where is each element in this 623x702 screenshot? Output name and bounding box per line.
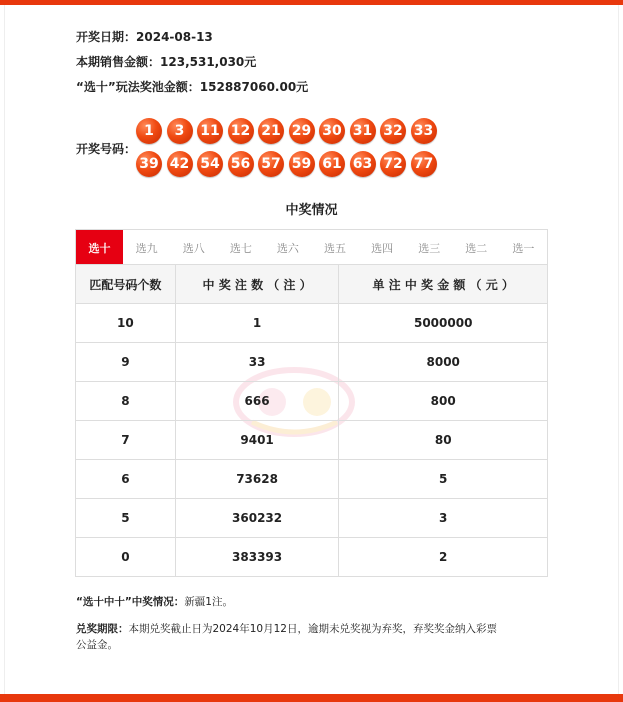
cell-winner-count: 9401 (175, 421, 339, 460)
number-ball: 77 (411, 151, 437, 177)
number-ball: 33 (411, 118, 437, 144)
cell-match-count: 0 (76, 538, 176, 577)
tab-play-type[interactable]: 选四 (371, 241, 394, 255)
tab-play-type[interactable]: 选一 (512, 241, 535, 255)
tab-play-type[interactable]: 选十 (76, 230, 123, 265)
ball-row-1 (136, 118, 441, 144)
header-winner-count: 中 奖 注 数 （ 注 ） (175, 265, 339, 304)
table-row (76, 499, 548, 538)
sales-value: 123,531,030元 (160, 55, 257, 69)
tab-play-type[interactable]: 选三 (418, 241, 441, 255)
pool-label: “选十”玩法奖池金额： (76, 80, 200, 94)
table-header-row (76, 265, 548, 304)
tab-play-type[interactable]: 选五 (324, 241, 347, 255)
sales-label: 本期销售金额： (76, 55, 161, 69)
header-prize-amount: 单 注 中 奖 金 额 （ 元 ） (339, 265, 548, 304)
deadline-note-text: 本期兑奖截止日为2024年10月12日，逾期未兑奖视为弃奖，弃奖奖金纳入彩票 (128, 623, 497, 635)
deadline-note-label: 兑奖期限： (76, 623, 129, 635)
number-ball: 12 (228, 118, 254, 144)
cell-prize-amount: 3 (339, 499, 548, 538)
cell-match-count: 6 (76, 460, 176, 499)
deadline-note-text-cont: 公益金。 (76, 639, 118, 651)
cell-prize-amount: 800 (339, 382, 548, 421)
cell-winner-count: 666 (175, 382, 339, 421)
number-ball: 29 (289, 118, 315, 144)
play-type-tabs (75, 229, 548, 265)
number-ball: 3 (167, 118, 193, 144)
table-row (76, 421, 548, 460)
winner-note-label: “选十中十”中奖情况： (76, 596, 185, 608)
number-ball: 72 (380, 151, 406, 177)
number-ball: 30 (319, 118, 345, 144)
number-ball: 1 (136, 118, 162, 144)
number-ball: 21 (258, 118, 284, 144)
number-ball: 11 (197, 118, 223, 144)
table-row (76, 304, 548, 343)
pool-value: 152887060.00元 (199, 80, 309, 94)
cell-match-count: 8 (76, 382, 176, 421)
bottom-accent-bar (0, 694, 623, 702)
tab-play-type[interactable]: 选二 (465, 241, 488, 255)
cell-winner-count: 1 (175, 304, 339, 343)
number-ball: 57 (258, 151, 284, 177)
winner-note (76, 594, 233, 610)
number-ball: 56 (228, 151, 254, 177)
table-row (76, 460, 548, 499)
balls-label: 开奖号码： (76, 142, 137, 156)
draw-date-line (76, 30, 213, 44)
cell-winner-count: 360232 (175, 499, 339, 538)
number-ball: 54 (197, 151, 223, 177)
number-ball: 31 (350, 118, 376, 144)
table-row (76, 382, 548, 421)
pool-line (76, 80, 308, 94)
number-ball: 59 (289, 151, 315, 177)
draw-date-value: 2024-08-13 (136, 30, 213, 44)
cell-match-count: 9 (76, 343, 176, 382)
tab-play-type[interactable]: 选九 (135, 241, 158, 255)
number-ball: 32 (380, 118, 406, 144)
header-match-count: 匹配号码个数 (76, 265, 176, 304)
winner-note-text: 新疆1注。 (184, 596, 233, 608)
tab-play-type[interactable]: 选七 (229, 241, 252, 255)
cell-winner-count: 73628 (175, 460, 339, 499)
number-ball: 39 (136, 151, 162, 177)
tab-play-type[interactable]: 选六 (276, 241, 299, 255)
draw-date-label: 开奖日期： (76, 30, 137, 44)
cell-prize-amount: 80 (339, 421, 548, 460)
cell-match-count: 7 (76, 421, 176, 460)
sales-line (76, 55, 256, 69)
cell-prize-amount: 5000000 (339, 304, 548, 343)
number-ball: 61 (319, 151, 345, 177)
ball-row-2 (136, 151, 441, 177)
cell-match-count: 10 (76, 304, 176, 343)
cell-winner-count: 383393 (175, 538, 339, 577)
table-row (76, 538, 548, 577)
cell-winner-count: 33 (175, 343, 339, 382)
cell-match-count: 5 (76, 499, 176, 538)
tab-play-type[interactable]: 选八 (182, 241, 205, 255)
cell-prize-amount: 5 (339, 460, 548, 499)
number-ball: 63 (350, 151, 376, 177)
number-ball: 42 (167, 151, 193, 177)
deadline-note (76, 621, 497, 653)
section-title: 中奖情况 (285, 203, 338, 218)
prize-table (75, 264, 548, 577)
cell-prize-amount: 2 (339, 538, 548, 577)
cell-prize-amount: 8000 (339, 343, 548, 382)
table-row (76, 343, 548, 382)
